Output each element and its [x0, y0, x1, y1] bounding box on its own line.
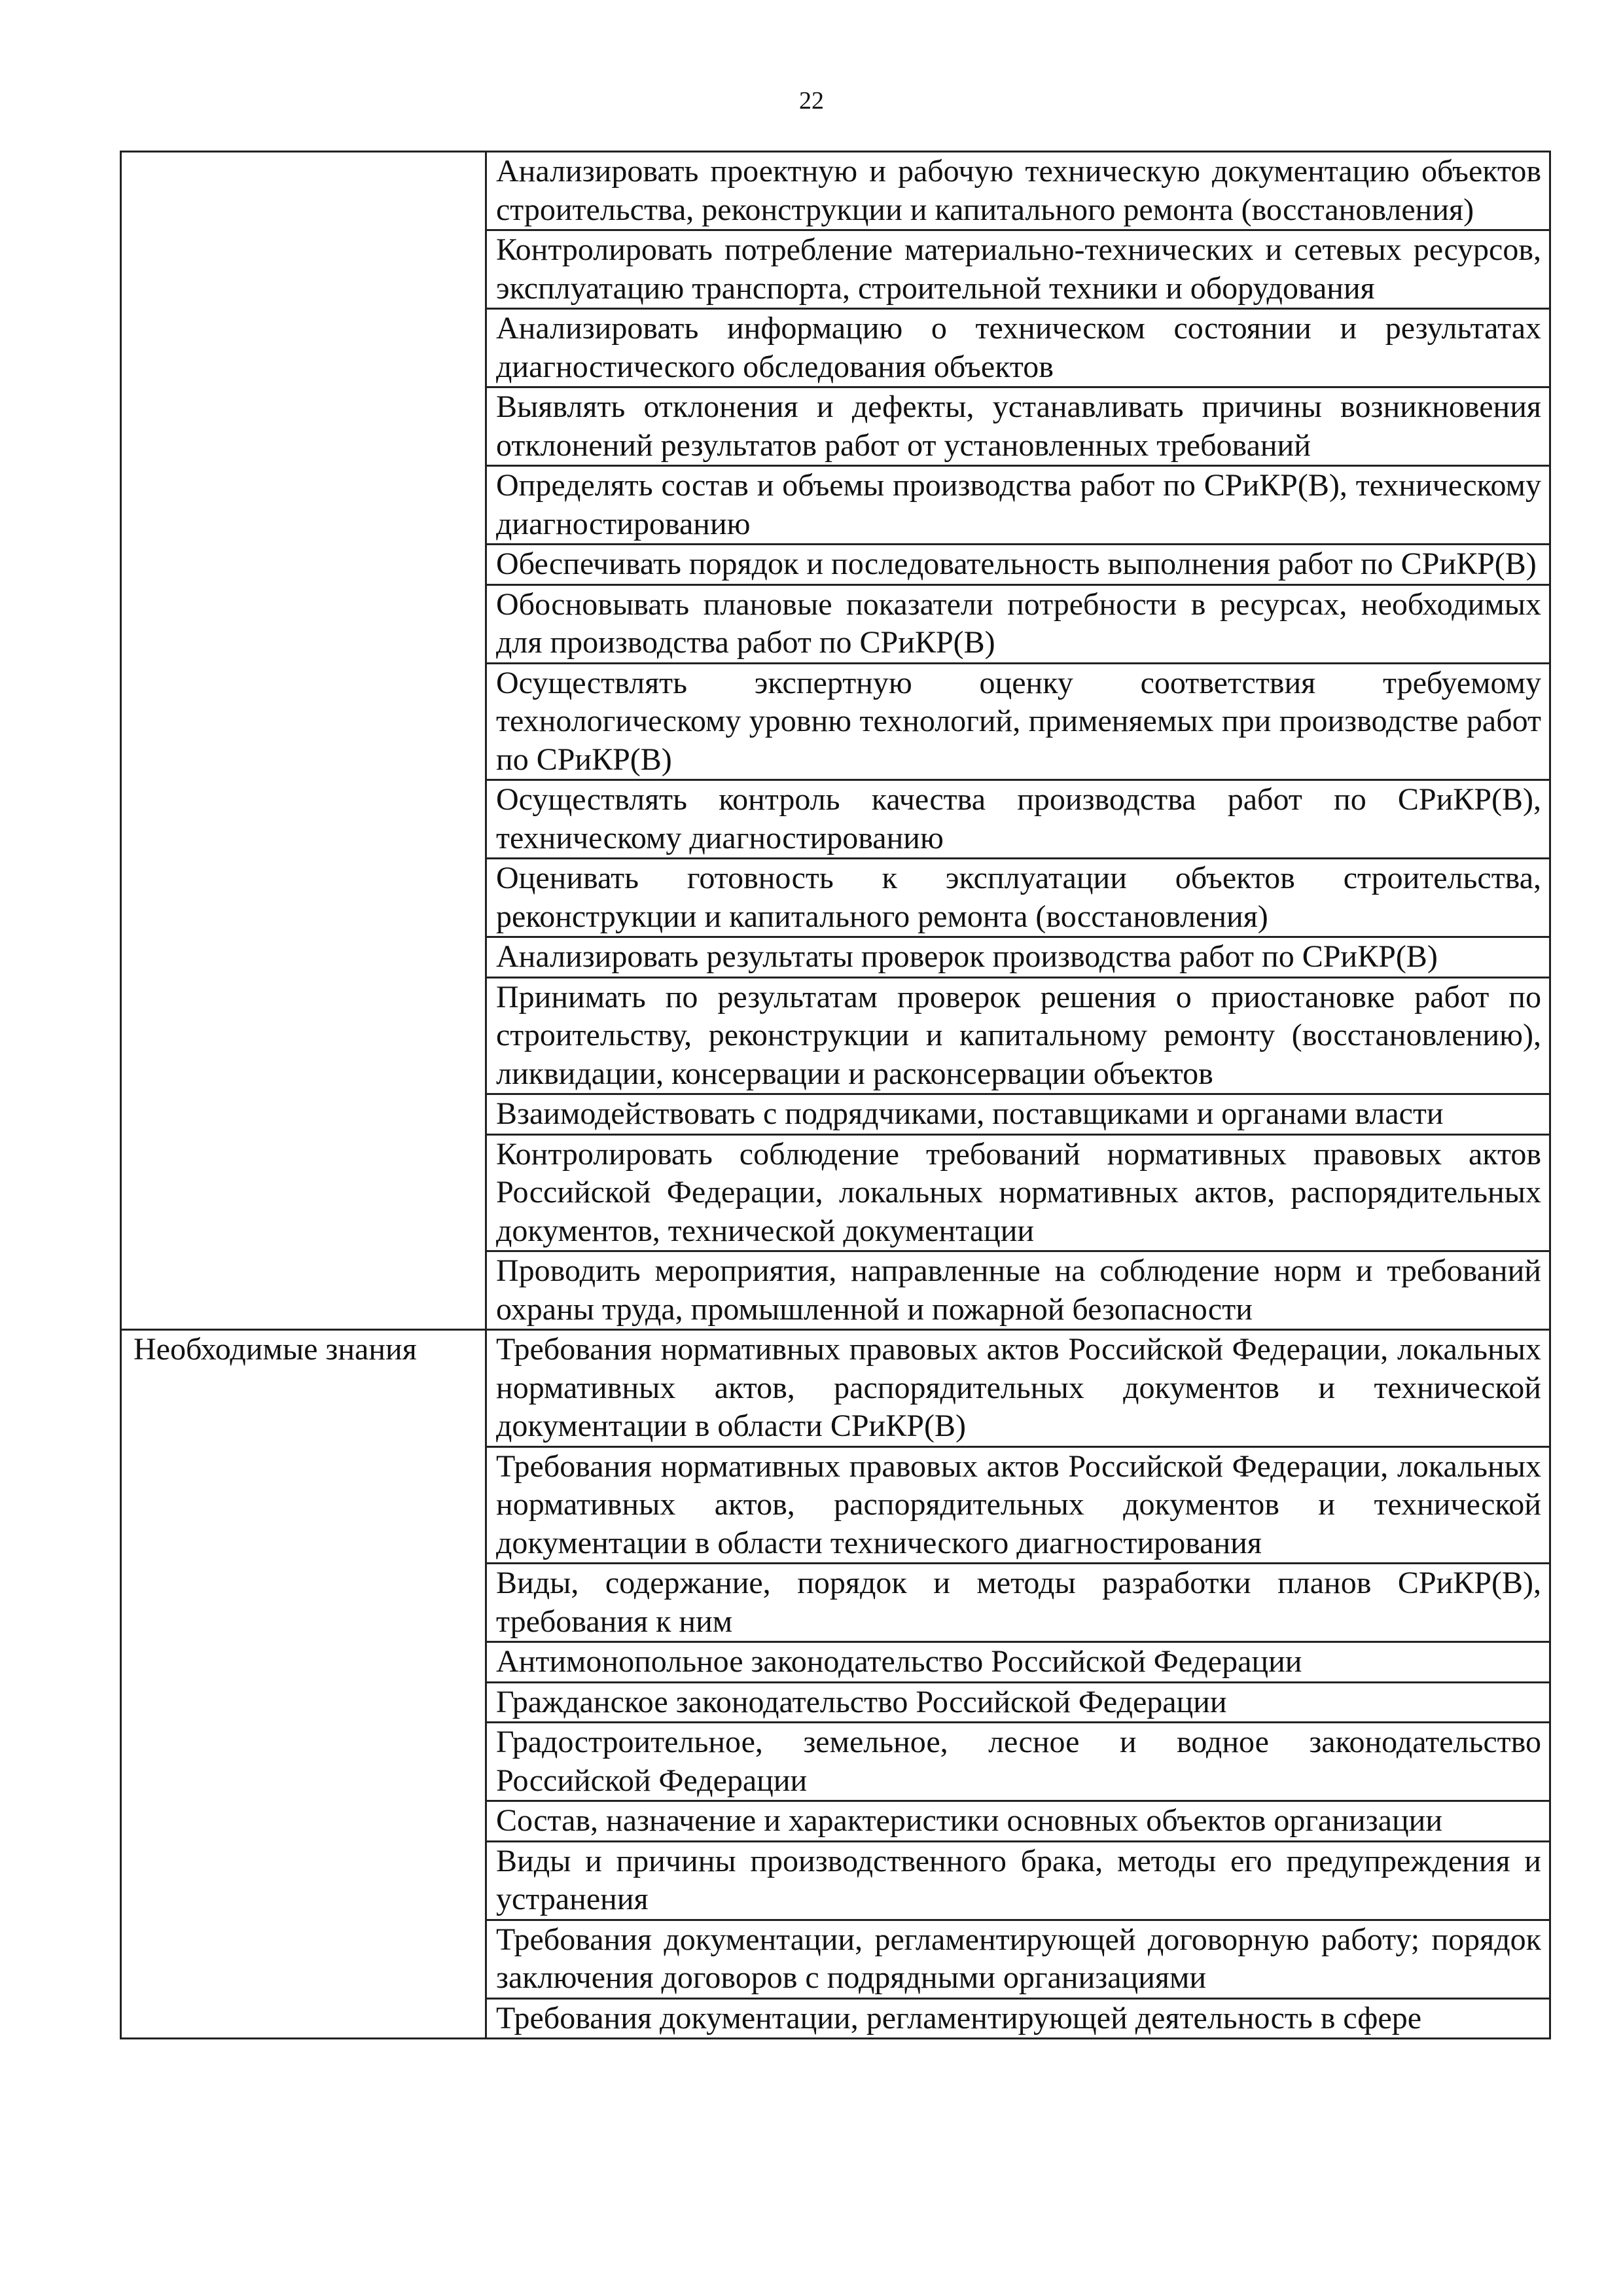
requirement-item: Состав, назначение и характеристики основных объектов организации	[486, 1801, 1550, 1842]
requirement-item: Контролировать потребление материально-технических и сетевых ресурсов, эксплуатацию транспорта, строительной техники и оборудования	[486, 230, 1550, 309]
requirement-item: Принимать по результатам проверок решения о приостановке работ по строительству, реконструкции и капитальному ремонту (восстановлению), ликвидации, консервации и расконсервации объектов	[486, 977, 1550, 1094]
requirement-item: Осуществлять контроль качества производства работ по СРиКР(В), техническому диагностированию	[486, 780, 1550, 859]
section-label-skills	[121, 152, 486, 1330]
requirement-item: Гражданское законодательство Российской Федерации	[486, 1682, 1550, 1723]
section-label-knowledge: Необходимые знания	[121, 1330, 486, 2039]
requirement-item: Градостроительное, земельное, лесное и водное законодательство Российской Федерации	[486, 1723, 1550, 1801]
requirement-item: Определять состав и объемы производства работ по СРиКР(В), техническому диагностированию	[486, 466, 1550, 545]
requirement-item: Обосновывать плановые показатели потребности в ресурсах, необходимых для производства работ по СРиКР(В)	[486, 584, 1550, 663]
competency-table	[120, 151, 1551, 2039]
table-row	[121, 152, 1550, 230]
requirement-item: Анализировать результаты проверок производства работ по СРиКР(В)	[486, 937, 1550, 978]
requirement-item: Требования документации, регламентирующей деятельность в сфере	[486, 1998, 1550, 2039]
requirement-item: Требования нормативных правовых актов Российской Федерации, локальных нормативных актов, распорядительных документов и технической документации в области СРиКР(В)	[486, 1330, 1550, 1447]
requirement-item: Анализировать проектную и рабочую техническую документацию объектов строительства, реконструкции и капитального ремонта (восстановления)	[486, 152, 1550, 230]
table-row	[121, 1330, 1550, 1447]
requirement-item: Виды, содержание, порядок и методы разработки планов СРиКР(В), требования к ним	[486, 1564, 1550, 1642]
requirement-item: Выявлять отклонения и дефекты, устанавливать причины возникновения отклонений результатов работ от установленных требований	[486, 387, 1550, 466]
requirement-item: Взаимодействовать с подрядчиками, поставщиками и органами власти	[486, 1094, 1550, 1135]
requirement-item: Осуществлять экспертную оценку соответствия требуемому технологическому уровню технологий, применяемых при производстве работ по СРиКР(В)	[486, 663, 1550, 780]
requirement-item: Антимонопольное законодательство Российской Федерации	[486, 1642, 1550, 1683]
requirement-item: Требования документации, регламентирующей договорную работу; порядок заключения договоров с подрядными организациями	[486, 1920, 1550, 1998]
requirement-item: Требования нормативных правовых актов Российской Федерации, локальных нормативных актов, распорядительных документов и технической документации в области технического диагностирования	[486, 1446, 1550, 1564]
requirement-item: Виды и причины производственного брака, методы его предупреждения и устранения	[486, 1841, 1550, 1920]
requirement-item: Обеспечивать порядок и последовательность выполнения работ по СРиКР(В)	[486, 545, 1550, 585]
page-number: 22	[799, 87, 824, 115]
requirement-item: Оценивать готовность к эксплуатации объектов строительства, реконструкции и капитального ремонта (восстановления)	[486, 859, 1550, 937]
requirement-item: Контролировать соблюдение требований нормативных правовых актов Российской Федерации, локальных нормативных актов, распорядительных документов, технической документации	[486, 1134, 1550, 1251]
requirement-item: Анализировать информацию о техническом состоянии и результатах диагностического обследования объектов	[486, 309, 1550, 387]
requirement-item: Проводить мероприятия, направленные на соблюдение норм и требований охраны труда, промышленной и пожарной безопасности	[486, 1251, 1550, 1330]
table-body	[121, 152, 1550, 2039]
